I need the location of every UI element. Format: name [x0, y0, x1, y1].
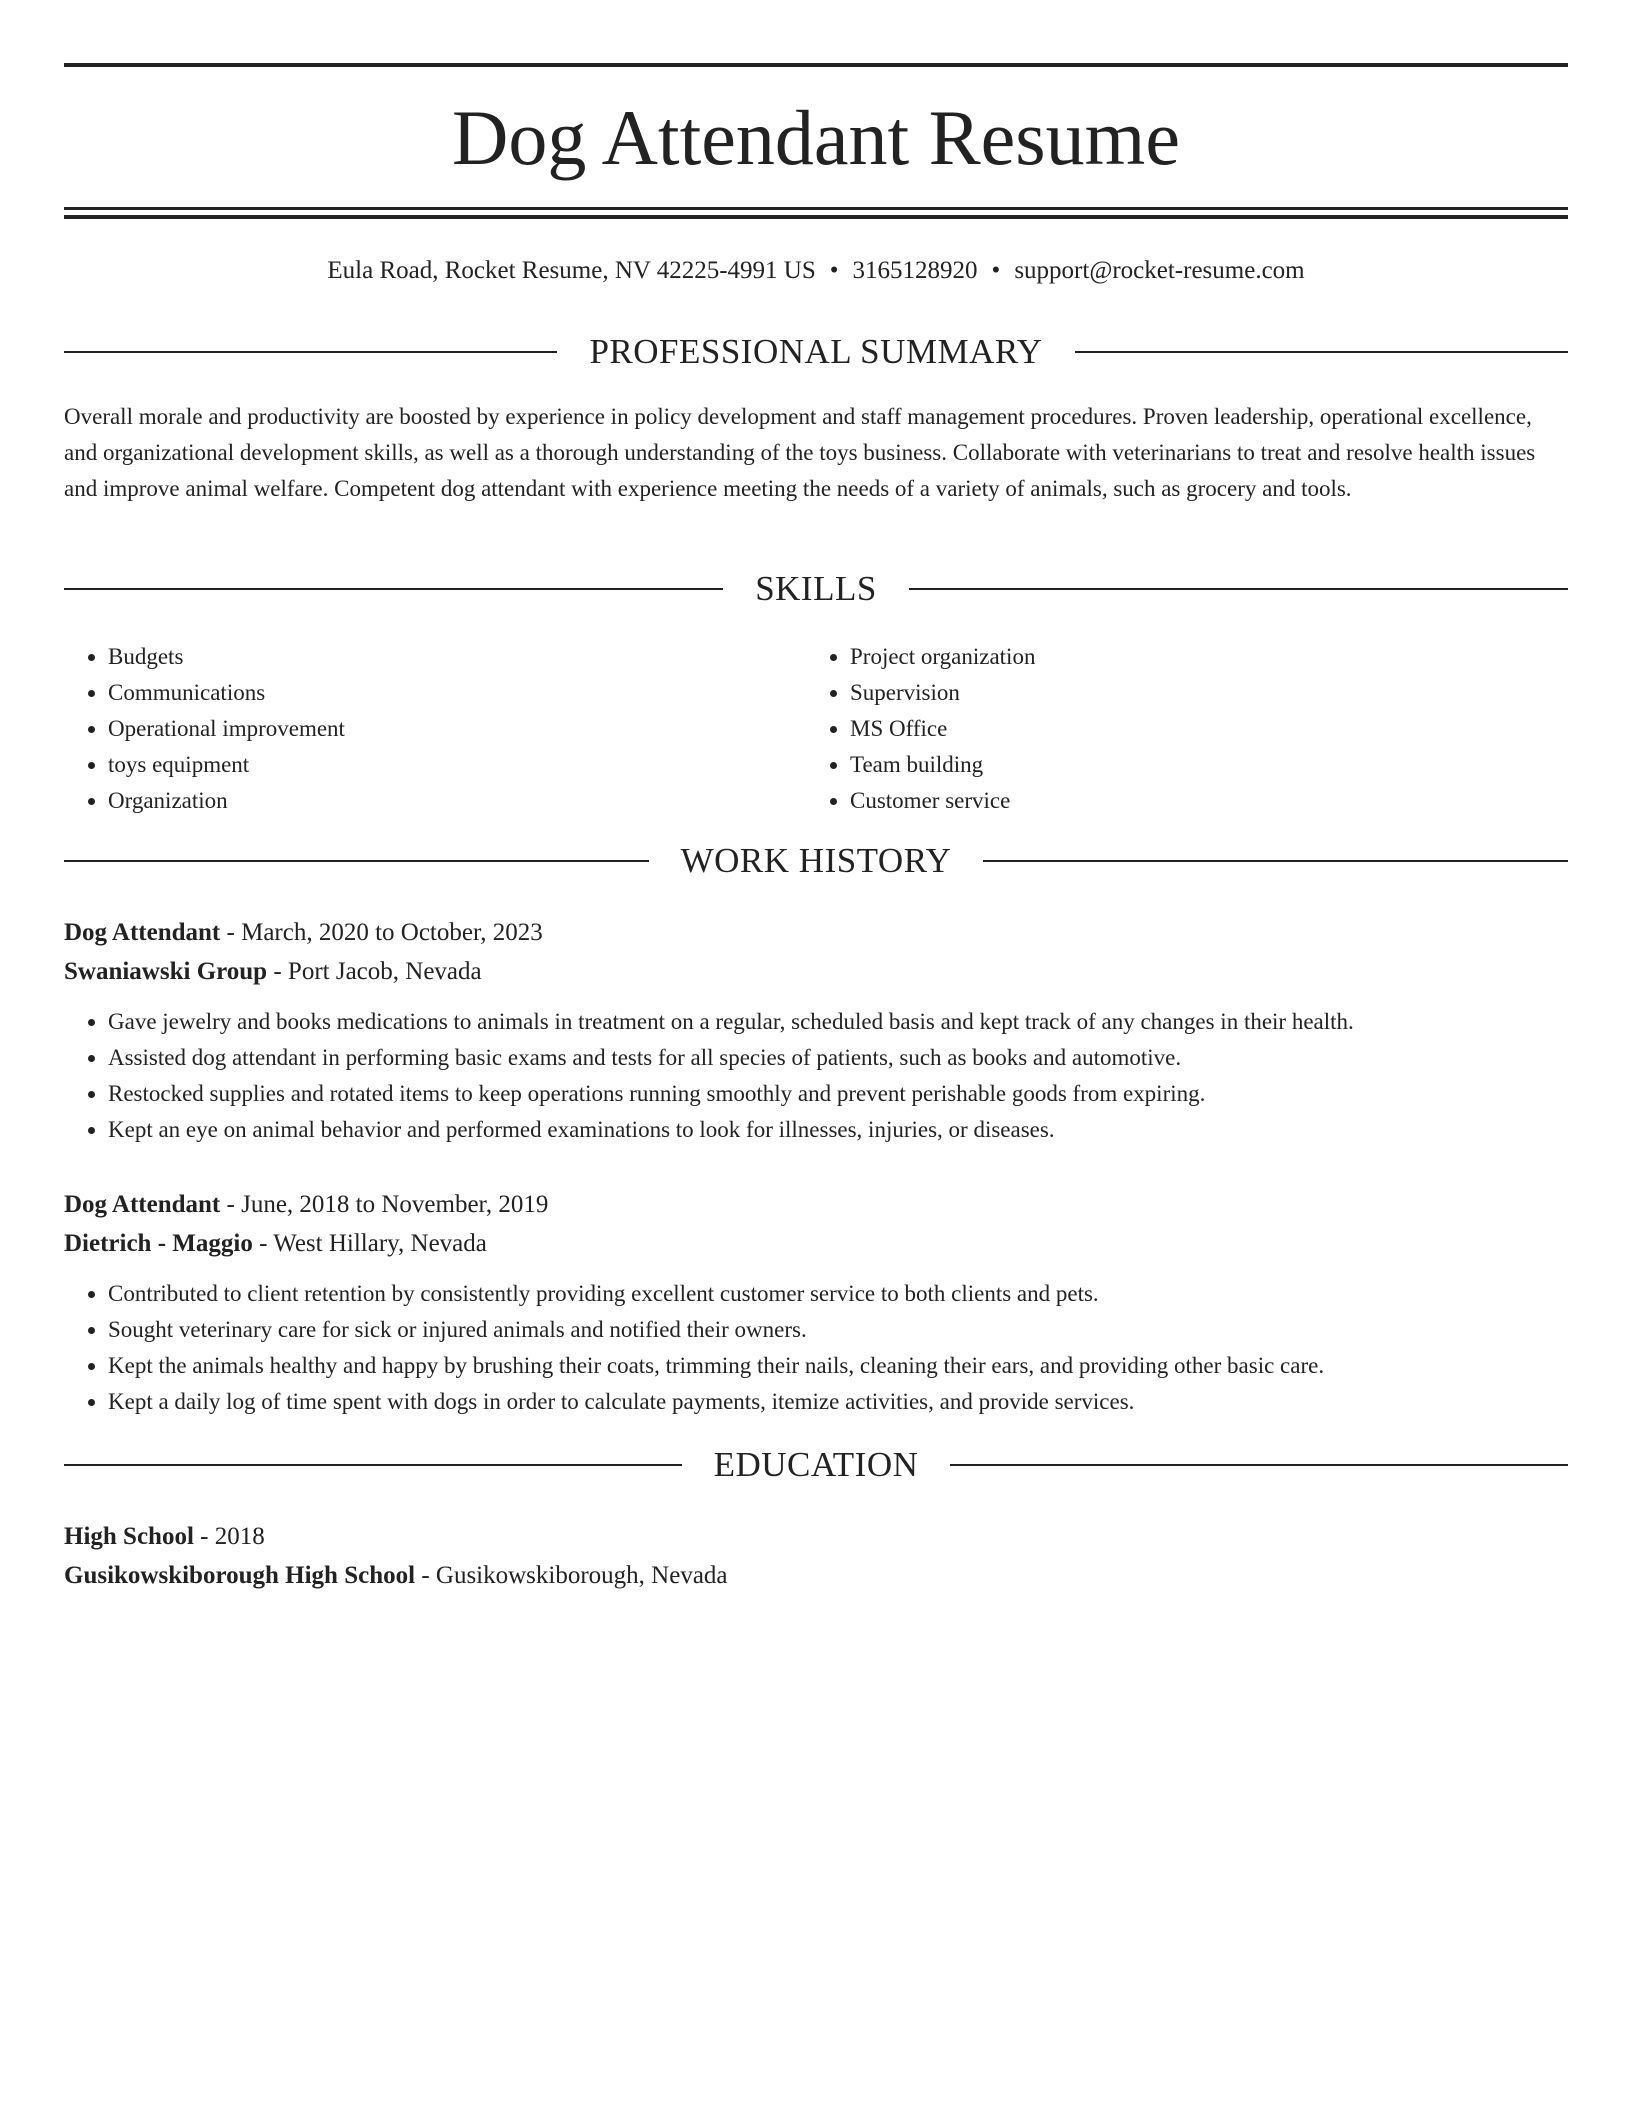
education-school: Gusikowskiborough High School: [64, 1562, 416, 1589]
education-degree: High School: [64, 1523, 194, 1550]
job-bullet: • Restocked supplies and rotated items to keep operations running smoothly and prevent perishable goods from expiring.: [108, 1076, 1568, 1112]
section-heading-work: [64, 839, 1568, 883]
job-bullet: • Sought veterinary care for sick or injured animals and notified their owners.: [108, 1312, 1568, 1348]
skill-item: • toys equipment: [108, 747, 806, 783]
heading-rule: [983, 860, 1568, 862]
skill-item: • Communications: [108, 675, 806, 711]
job-bullets: [64, 1004, 1568, 1148]
education-entry: [64, 1518, 1568, 1596]
job-bullets: [64, 1276, 1568, 1420]
contact-email: support@rocket-resume.com: [1014, 257, 1305, 284]
contact-address: Eula Road, Rocket Resume, NV 42225-4991 US: [327, 257, 816, 284]
heading-rule: [909, 588, 1568, 590]
job-location: Port Jacob, Nevada: [287, 958, 482, 985]
job-bullet: • Kept the animals healthy and happy by brushing their coats, trimming their nails, cleaning their ears, and providing other basic care.: [108, 1348, 1568, 1384]
job-company: Swaniawski Group: [64, 958, 268, 985]
title-rule-upper: [64, 207, 1568, 210]
heading-rule: [64, 1464, 682, 1466]
section-title: PROFESSIONAL SUMMARY: [589, 332, 1043, 371]
job-bullet: • Kept an eye on animal behavior and performed examinations to look for illnesses, injuries, or diseases.: [108, 1112, 1568, 1148]
skills-column-right: [806, 639, 1548, 819]
job-company: Dietrich - Maggio: [64, 1230, 253, 1257]
education-degree-line: High School - 2018: [64, 1523, 265, 1550]
heading-rule: [64, 860, 649, 862]
section-title: WORK HISTORY: [680, 841, 952, 880]
job-entry: [64, 914, 1568, 1148]
heading-rule: [64, 588, 723, 590]
job-company-line: Dietrich - Maggio - West Hillary, Nevada: [64, 1230, 487, 1257]
summary-text: Overall morale and productivity are boosted by experience in policy development and staff management procedures. Proven leadership, operational excellence, and organizational development skills, as well as a thorough understanding of the toys business. Collaborate with veterinarians to treat and resolve health issues and improve animal welfare. Competent dog attendant with experience meeting the needs of a variety of animals, such as grocery and tools.: [64, 404, 1536, 501]
skill-item: • Organization: [108, 783, 806, 819]
education-year: 2018: [214, 1523, 265, 1550]
skills-list: [64, 639, 1568, 819]
job-company-line: Swaniawski Group - Port Jacob, Nevada: [64, 958, 482, 985]
job-entry: [64, 1186, 1568, 1420]
page-title: Dog Attendant Resume: [452, 94, 1180, 181]
section-heading-summary: [64, 330, 1568, 374]
section-heading-education: [64, 1443, 1568, 1487]
skill-item: • Customer service: [850, 783, 1548, 819]
contact-separator: •: [991, 257, 1001, 284]
skill-item: • Budgets: [108, 639, 806, 675]
skill-item: • MS Office: [850, 711, 1548, 747]
education-school-line: Gusikowskiborough High School - Gusikowskiborough, Nevada: [64, 1562, 728, 1589]
title-rule-lower: [64, 215, 1568, 219]
heading-rule: [1075, 351, 1568, 353]
heading-rule: [950, 1464, 1568, 1466]
top-rule: [64, 63, 1568, 67]
skill-item: • Team building: [850, 747, 1548, 783]
contact-phone: 3165128920: [852, 257, 978, 284]
skill-item: • Supervision: [850, 675, 1548, 711]
job-title: Dog Attendant: [64, 1191, 221, 1218]
job-bullet: • Assisted dog attendant in performing basic exams and tests for all species of patients, such as books and automotive.: [108, 1040, 1568, 1076]
skill-item: • Operational improvement: [108, 711, 806, 747]
job-dates: March, 2020 to October, 2023: [241, 919, 543, 946]
education-location: Gusikowskiborough, Nevada: [435, 1562, 728, 1589]
contact-separator: •: [829, 257, 839, 284]
job-bullet: • Kept a daily log of time spent with dogs in order to calculate payments, itemize activities, and provide services.: [108, 1384, 1568, 1420]
section-title: SKILLS: [755, 569, 877, 608]
job-dates: June, 2018 to November, 2019: [241, 1191, 549, 1218]
section-title: EDUCATION: [713, 1445, 919, 1484]
job-bullet: • Gave jewelry and books medications to animals in treatment on a regular, scheduled basis and kept track of any changes in their health.: [108, 1004, 1568, 1040]
job-title: Dog Attendant: [64, 919, 221, 946]
contact-line: [64, 254, 1568, 288]
job-title-line: Dog Attendant - March, 2020 to October, 2023: [64, 919, 543, 946]
skill-item: • Project organization: [850, 639, 1548, 675]
heading-rule: [64, 351, 557, 353]
job-bullet: • Contributed to client retention by consistently providing excellent customer service to both clients and pets.: [108, 1276, 1568, 1312]
skills-column-left: [64, 639, 806, 819]
section-heading-skills: [64, 567, 1568, 611]
job-location: West Hillary, Nevada: [273, 1230, 487, 1257]
job-title-line: Dog Attendant - June, 2018 to November, 2019: [64, 1191, 549, 1218]
